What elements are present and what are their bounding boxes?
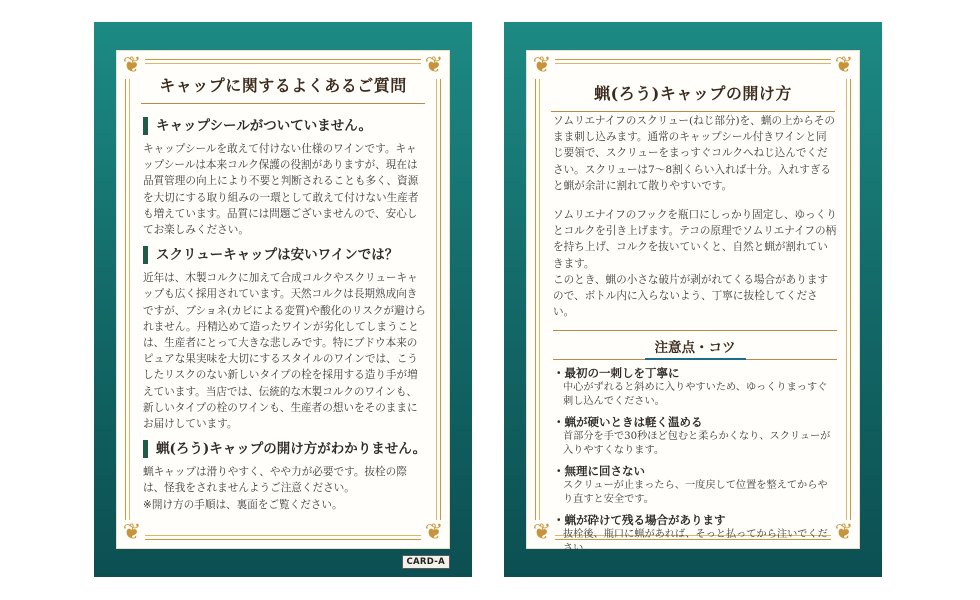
tip-heading: ・最初の一刺しを丁寧に <box>553 366 680 381</box>
ornament-corner-icon: ❦ <box>529 520 555 546</box>
tip-text: スクリューが止まったら、一度戻して位置を整えてからやり直すと安全です。 <box>563 480 828 506</box>
tip-text: 中心がずれると斜めに入りやすいため、ゆっくりまっすぐ刺し込んでください。 <box>563 382 828 408</box>
faq-answer: キャップシールを敢えて付けない仕様のワインです。キャップシールは本来コルク保護の役割がありますが、現在は品質管理の向上により不要と判断されることも多く、資源を大切にする取り組みの一環として敢えて付けない生産者も増えています。品質には問題ございませんので、安心してお楽しみください。 <box>143 143 419 237</box>
card-a-title: キャップに関するよくあるご質問 <box>159 76 407 95</box>
tip-text: 首部分を手で30秒ほど包むと柔らかくなり、スクリューが入りやすくなります。 <box>563 431 831 457</box>
ornament-corner-icon: ❦ <box>529 53 555 79</box>
tips-title: 注意点・コツ <box>647 336 744 356</box>
ornament-corner-icon: ❦ <box>119 53 145 79</box>
faq-list <box>143 109 427 513</box>
tip-item <box>553 513 837 556</box>
ornament-corner-icon: ❦ <box>421 520 447 546</box>
tip-item <box>553 464 837 507</box>
tip-text: 抜栓後、瓶口に蝋があれば、そっと払ってから注いでください。 <box>563 529 828 555</box>
card-b-title: 蝋(ろう)キャップの開け方 <box>594 84 792 103</box>
faq-heading: スクリューキャップは安いワインでは？ <box>143 246 427 264</box>
tips-heading <box>553 330 837 360</box>
tip-heading: ・蝋が砕けて残る場合があります <box>553 513 726 528</box>
tip-heading: ・無理に回さない <box>553 464 645 479</box>
tip-item <box>553 415 837 458</box>
ornament-corner-icon: ❦ <box>421 53 447 79</box>
tip-heading: ・蝋が硬いときは軽く温める <box>553 415 703 430</box>
card-a-panel <box>116 50 450 549</box>
card-b <box>504 22 882 577</box>
ornament-corner-icon: ❦ <box>831 520 857 546</box>
title-divider <box>141 103 425 104</box>
tip-item <box>553 366 837 409</box>
ornament-corner-icon: ❦ <box>119 520 145 546</box>
faq-heading: キャップシールがついていません。 <box>143 117 427 135</box>
card-label: CARD-A <box>402 555 450 569</box>
ornament-corner-icon: ❦ <box>831 53 857 79</box>
instructions <box>553 113 837 556</box>
title-divider <box>551 111 835 112</box>
faq-answer: 蝋キャップは滑りやすく、やや力が必要です。抜栓の際は、怪我をされませんようご注意ください。 ※開け方の手順は、裏面をご覧ください。 <box>143 466 407 511</box>
card-a <box>94 22 472 577</box>
faq-answer: 近年は、木製コルクに加えて合成コルクやスクリューキャップも広く採用されています。天然コルクは長期熟成向きですが、ブショネ(カビによる変質)や酸化のリスクが避けられません。丹精込めて造ったワインが劣化してしまうことは、生産者にとって大きな悲しみです。特にブドウ本来のピュアな果実味を大切にするスタイルのワインでは、こうしたリスクのない新しいタイプの栓を採用する造り手が増えています。当店では、伝統的な木製コルクのワインも、新しいタイプの栓のワインも、生産者の想いをそのままにお届けしています。 <box>143 272 426 431</box>
faq-heading: 蝋(ろう)キャップの開け方がわかりません。 <box>143 440 427 458</box>
instruction-paragraph: ソムリエナイフのフックを瓶口にしっかり固定し、ゆっくりとコルクを引き上げます。テコの原理でソムリエナイフの柄を持ち上げ、コルクを抜いていくと、自然と蝋が割れていきます。 このとき、蝋の小さな破片が剥がれてくる場合がありますので、ボトル内に入らないよう、丁寧に抜栓してください。 <box>553 209 837 319</box>
card-b-panel <box>526 50 860 555</box>
instruction-paragraph: ソムリエナイフのスクリュー(ねじ部分)を、蝋の上からそのまま刺し込みます。通常のキャップシール付きワインと同じ要領で、スクリューをまっすぐコルクへねじ込んでください。スクリューは7〜8割くらい入れば十分。入れすぎると蝋が余計に割れて散りやすいです。 <box>553 115 836 192</box>
